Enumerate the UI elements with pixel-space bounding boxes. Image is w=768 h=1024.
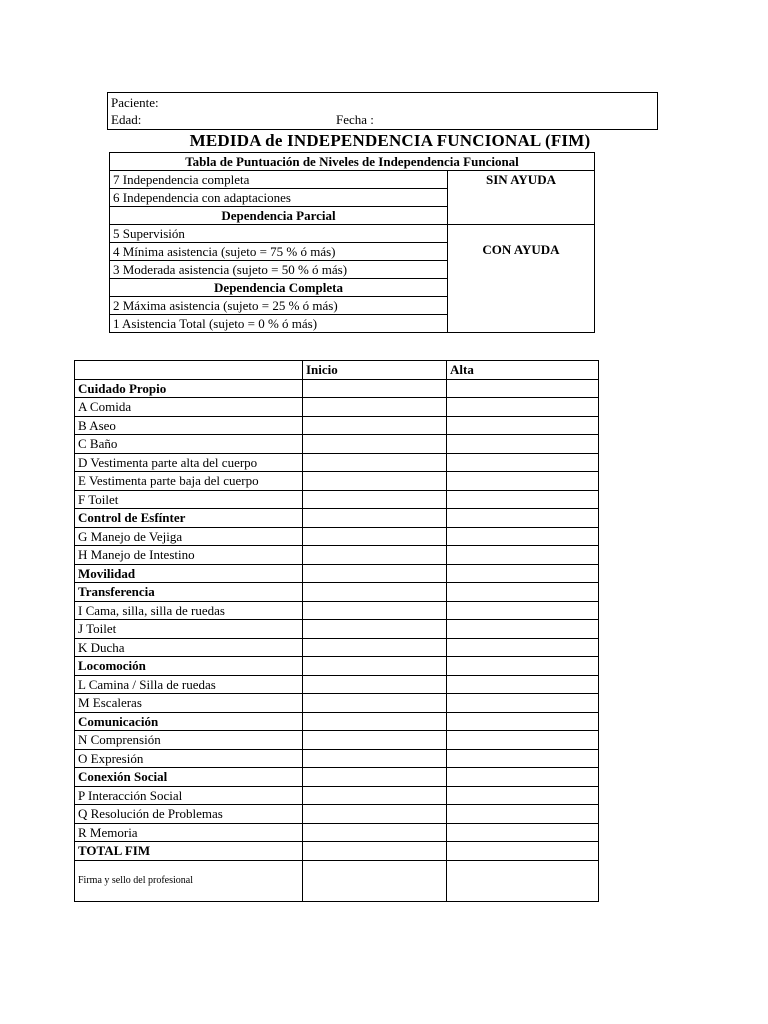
table-row <box>75 601 599 620</box>
dependencia-completa-heading: Dependencia Completa <box>110 279 448 297</box>
con-ayuda-label <box>448 225 595 333</box>
table-row <box>75 823 599 842</box>
table-row <box>75 527 599 546</box>
section-heading: Control de Esfínter <box>75 509 303 528</box>
inicio-score-cell[interactable] <box>303 749 447 768</box>
item-label: Q Resolución de Problemas <box>75 805 303 824</box>
level-5: 5 Supervisión <box>110 225 448 243</box>
score-row-7 <box>110 171 595 189</box>
inicio-score-cell[interactable] <box>303 546 447 565</box>
item-label: H Manejo de Intestino <box>75 546 303 565</box>
inicio-score-cell[interactable] <box>303 657 447 676</box>
table-row <box>75 842 599 861</box>
table-row <box>75 453 599 472</box>
level-4: 4 Mínima asistencia (sujeto = 75 % ó más) <box>110 243 448 261</box>
inicio-score-cell[interactable] <box>303 823 447 842</box>
inicio-score-cell[interactable] <box>303 398 447 417</box>
inicio-score-cell[interactable] <box>303 416 447 435</box>
score-levels-table <box>109 152 595 333</box>
item-label: I Cama, silla, silla de ruedas <box>75 601 303 620</box>
alta-score-cell[interactable] <box>447 805 599 824</box>
inicio-score-cell[interactable] <box>303 379 447 398</box>
inicio-score-cell[interactable] <box>303 842 447 861</box>
assessment-header-row <box>75 361 599 380</box>
table-row <box>75 638 599 657</box>
inicio-score-cell[interactable] <box>303 712 447 731</box>
signature-inicio-cell[interactable] <box>303 860 447 901</box>
alta-score-cell[interactable] <box>447 453 599 472</box>
section-heading: Transferencia <box>75 583 303 602</box>
alta-score-cell[interactable] <box>447 638 599 657</box>
score-row-5 <box>110 225 595 243</box>
table-row <box>75 657 599 676</box>
level-1: 1 Asistencia Total (sujeto = 0 % ó más) <box>110 315 448 333</box>
inicio-score-cell[interactable] <box>303 768 447 787</box>
level-6: 6 Independencia con adaptaciones <box>110 189 448 207</box>
fim-assessment-table <box>74 360 599 902</box>
alta-score-cell[interactable] <box>447 620 599 639</box>
inicio-score-cell[interactable] <box>303 731 447 750</box>
inicio-column-header: Inicio <box>303 361 447 380</box>
inicio-score-cell[interactable] <box>303 620 447 639</box>
alta-score-cell[interactable] <box>447 749 599 768</box>
header-empty-cell <box>75 361 303 380</box>
paciente-label: Paciente: <box>111 95 159 110</box>
inicio-score-cell[interactable] <box>303 472 447 491</box>
alta-score-cell[interactable] <box>447 509 599 528</box>
fecha-label: Fecha : <box>336 112 374 127</box>
table-row <box>75 564 599 583</box>
table-row <box>75 435 599 454</box>
alta-score-cell[interactable] <box>447 731 599 750</box>
con-ayuda-text: CON AYUDA <box>482 242 560 257</box>
inicio-score-cell[interactable] <box>303 694 447 713</box>
item-label: E Vestimenta parte baja del cuerpo <box>75 472 303 491</box>
item-label: K Ducha <box>75 638 303 657</box>
section-heading: Movilidad <box>75 564 303 583</box>
alta-score-cell[interactable] <box>447 768 599 787</box>
alta-score-cell[interactable] <box>447 379 599 398</box>
item-label: L Camina / Silla de ruedas <box>75 675 303 694</box>
inicio-score-cell[interactable] <box>303 490 447 509</box>
table-row <box>75 509 599 528</box>
table-row <box>75 749 599 768</box>
inicio-score-cell[interactable] <box>303 601 447 620</box>
table-row <box>75 694 599 713</box>
alta-score-cell[interactable] <box>447 786 599 805</box>
table-row <box>75 768 599 787</box>
item-label: M Escaleras <box>75 694 303 713</box>
alta-score-cell[interactable] <box>447 435 599 454</box>
alta-score-cell[interactable] <box>447 527 599 546</box>
alta-score-cell[interactable] <box>447 712 599 731</box>
level-7: 7 Independencia completa <box>110 171 448 189</box>
alta-score-cell[interactable] <box>447 416 599 435</box>
item-label: C Baño <box>75 435 303 454</box>
alta-score-cell[interactable] <box>447 694 599 713</box>
table-row <box>75 546 599 565</box>
table-row <box>75 620 599 639</box>
alta-score-cell[interactable] <box>447 823 599 842</box>
dependencia-parcial-heading: Dependencia Parcial <box>110 207 448 225</box>
score-caption-row <box>110 153 595 171</box>
section-heading: Comunicación <box>75 712 303 731</box>
inicio-score-cell[interactable] <box>303 805 447 824</box>
table-row <box>75 490 599 509</box>
item-label: N Comprensión <box>75 731 303 750</box>
signature-alta-cell[interactable] <box>447 860 599 901</box>
signature-label: Firma y sello del profesional <box>75 860 303 901</box>
item-label: J Toilet <box>75 620 303 639</box>
alta-score-cell[interactable] <box>447 472 599 491</box>
item-label: D Vestimenta parte alta del cuerpo <box>75 453 303 472</box>
table-row <box>75 712 599 731</box>
table-row <box>75 583 599 602</box>
inicio-score-cell[interactable] <box>303 527 447 546</box>
level-3: 3 Moderada asistencia (sujeto = 50 % ó más) <box>110 261 448 279</box>
inicio-score-cell[interactable] <box>303 583 447 602</box>
inicio-score-cell[interactable] <box>303 564 447 583</box>
alta-score-cell[interactable] <box>447 490 599 509</box>
section-heading: TOTAL FIM <box>75 842 303 861</box>
alta-score-cell[interactable] <box>447 675 599 694</box>
item-label: G Manejo de Vejiga <box>75 527 303 546</box>
edad-label: Edad: <box>111 112 142 127</box>
section-heading: Conexión Social <box>75 768 303 787</box>
level-2: 2 Máxima asistencia (sujeto = 25 % ó más) <box>110 297 448 315</box>
table-row <box>75 786 599 805</box>
inicio-score-cell[interactable] <box>303 786 447 805</box>
alta-score-cell[interactable] <box>447 546 599 565</box>
section-heading: Cuidado Propio <box>75 379 303 398</box>
alta-score-cell[interactable] <box>447 583 599 602</box>
alta-score-cell[interactable] <box>447 564 599 583</box>
inicio-score-cell[interactable] <box>303 638 447 657</box>
item-label: A Comida <box>75 398 303 417</box>
inicio-score-cell[interactable] <box>303 509 447 528</box>
alta-score-cell[interactable] <box>447 601 599 620</box>
patient-header-box <box>107 92 658 130</box>
page-title: MEDIDA de INDEPENDENCIA FUNCIONAL (FIM) <box>189 131 591 150</box>
item-label: F Toilet <box>75 490 303 509</box>
score-caption: Tabla de Puntuación de Niveles de Independencia Funcional <box>110 153 595 171</box>
table-row <box>75 675 599 694</box>
sin-ayuda-label: SIN AYUDA <box>448 171 595 225</box>
section-heading: Locomoción <box>75 657 303 676</box>
alta-score-cell[interactable] <box>447 842 599 861</box>
inicio-score-cell[interactable] <box>303 675 447 694</box>
alta-column-header: Alta <box>447 361 599 380</box>
alta-score-cell[interactable] <box>447 657 599 676</box>
inicio-score-cell[interactable] <box>303 435 447 454</box>
table-row <box>75 731 599 750</box>
item-label: P Interacción Social <box>75 786 303 805</box>
item-label: B Aseo <box>75 416 303 435</box>
table-row <box>75 379 599 398</box>
signature-row <box>75 860 599 901</box>
inicio-score-cell[interactable] <box>303 453 447 472</box>
item-label: O Expresión <box>75 749 303 768</box>
table-row <box>75 416 599 435</box>
alta-score-cell[interactable] <box>447 398 599 417</box>
table-row <box>75 398 599 417</box>
table-row <box>75 805 599 824</box>
item-label: R Memoria <box>75 823 303 842</box>
table-row <box>75 472 599 491</box>
